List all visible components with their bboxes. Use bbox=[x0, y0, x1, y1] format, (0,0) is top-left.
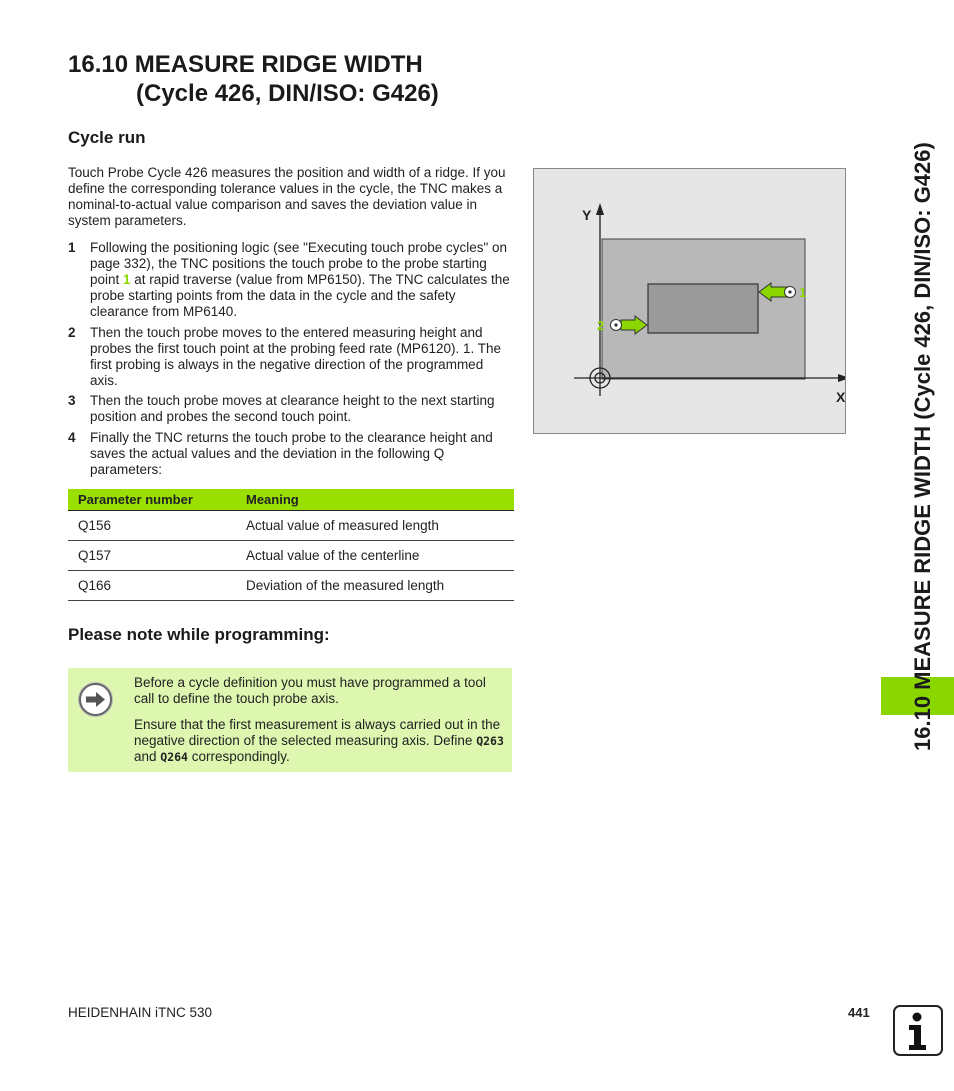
parameter-cell: Q156 bbox=[68, 511, 236, 541]
step-text bbox=[90, 240, 513, 320]
ridge-width-diagram bbox=[533, 168, 846, 434]
step-number: 2 bbox=[68, 324, 76, 340]
meaning-cell: Deviation of the measured length bbox=[236, 571, 514, 601]
step-3 bbox=[68, 393, 513, 425]
y-axis-label: Y bbox=[582, 207, 592, 223]
code-q264: Q264 bbox=[160, 750, 188, 764]
meaning-cell: Actual value of the centerline bbox=[236, 541, 514, 571]
parameter-cell: Q157 bbox=[68, 541, 236, 571]
note-text-part: correspondingly. bbox=[187, 749, 290, 764]
table-row bbox=[68, 511, 514, 541]
programming-note bbox=[68, 668, 512, 772]
programming-heading: Please note while programming: bbox=[68, 625, 330, 644]
info-icon[interactable] bbox=[893, 1005, 943, 1056]
note-text-part: Ensure that the first measurement is always carried out in the negative direction of the selected measuring axis. Define bbox=[134, 717, 501, 748]
step-number: 1 bbox=[68, 240, 76, 255]
step-2 bbox=[68, 325, 513, 389]
note-paragraph-2 bbox=[134, 717, 506, 765]
footer-product: HEIDENHAIN iTNC 530 bbox=[68, 1005, 213, 1020]
parameter-cell: Q166 bbox=[68, 571, 236, 601]
title-line-1: 16.10 MEASURE RIDGE WIDTH bbox=[68, 51, 423, 78]
parameter-table bbox=[68, 489, 514, 601]
step-number: 4 bbox=[68, 429, 76, 445]
step-1 bbox=[68, 240, 513, 320]
step-text-part: Following the positioning logic (see "Executing touch probe cycles" on page 332), the TNC positions the touch probe to the probe starting point bbox=[90, 240, 508, 287]
x-axis-label: X bbox=[836, 389, 845, 405]
step-text: Then the touch probe moves at clearance height to the next starting position and probes the second touch point. bbox=[90, 393, 495, 424]
note-text-part: and bbox=[134, 749, 161, 764]
cycle-run-intro: Touch Probe Cycle 426 measures the position and width of a ridge. If you define the corresponding tolerance values in the cycle, the TNC makes a nominal-to-actual value comparison and saves the deviation value in system parameters. bbox=[68, 165, 506, 228]
probe-point-2-icon bbox=[611, 320, 622, 331]
note-text bbox=[134, 675, 506, 775]
table-row bbox=[68, 571, 514, 601]
title-line-2: (Cycle 426, DIN/ISO: G426) bbox=[136, 80, 439, 107]
step-text: Then the touch probe moves to the entered measuring height and probes the first touch point at the probing feed rate (MP6120). 1. The first probing is always in the negative direction of the programmed axis. bbox=[90, 324, 501, 388]
step-4 bbox=[68, 430, 513, 478]
cycle-run-steps bbox=[68, 240, 513, 482]
page-number: 441 bbox=[848, 1005, 870, 1020]
column-header-meaning: Meaning bbox=[236, 489, 514, 511]
step-number: 3 bbox=[68, 393, 76, 408]
point-1-label: 1 bbox=[799, 285, 807, 300]
note-paragraph-1: Before a cycle definition you must have programmed a tool call to define the touch probe axis. bbox=[134, 675, 486, 706]
ridge bbox=[648, 284, 758, 333]
step-text: Finally the TNC returns the touch probe to the clearance height and saves the actual values and the deviation in the following Q parameters: bbox=[90, 429, 493, 477]
meaning-cell: Actual value of measured length bbox=[236, 511, 514, 541]
code-q263: Q263 bbox=[476, 734, 504, 748]
table-header-row bbox=[68, 489, 514, 511]
point-1-reference: 1 bbox=[123, 272, 131, 287]
arrow-right-icon bbox=[79, 683, 112, 716]
page-title bbox=[68, 50, 439, 108]
side-chapter-title: 16.10 MEASURE RIDGE WIDTH (Cycle 426, DIN/ISO: G426) bbox=[910, 142, 935, 751]
cycle-run-heading: Cycle run bbox=[68, 128, 146, 147]
table-row bbox=[68, 541, 514, 571]
y-axis-arrowhead bbox=[596, 203, 604, 215]
probe-point-1-icon bbox=[785, 287, 796, 298]
x-axis-arrowhead bbox=[838, 374, 845, 382]
point-2-label: 2 bbox=[597, 318, 605, 333]
column-header-parameter: Parameter number bbox=[68, 489, 236, 511]
step-text-part: at rapid traverse (value from MP6150). The TNC calculates the probe starting points from the data in the cycle and the safety clearance from MP6140. bbox=[90, 272, 510, 319]
